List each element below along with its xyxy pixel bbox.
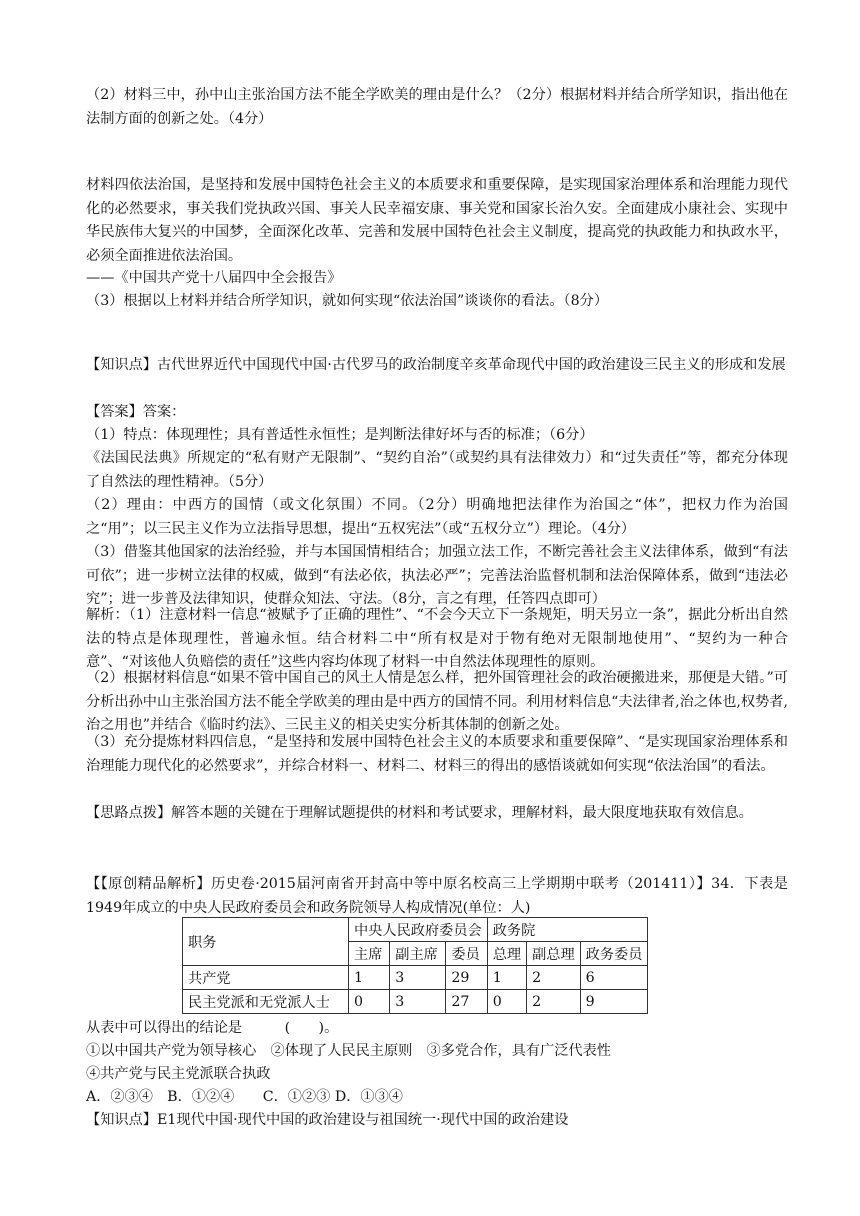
table-cell: 2 <box>527 990 581 1014</box>
answer-2: （2）理由：中西方的国情（或文化氛围）不同。（2分）明确地把法律作为治国之“体”，把权力作为治国之“用”；以三民主义作为立法指导思想，提出“五权宪法”（或“五权分立”）理论。（4分） <box>86 497 788 537</box>
subheader: 政务委员 <box>580 942 648 966</box>
answer-3: （3）借鉴其他国家的法治经验，并与本国国情相结合；加强立法工作，不断完善社会主义法律体系，做到“有法可依”；进一步树立法律的权威，做到“有法必依，执法必严”；完善法治监督机制和法治保障体系，做到“违法必究”；进一步普及法律知识，使群众知法、守法。（8分，言之有理，任答四点即可） <box>86 544 788 607</box>
table-cell: 0 <box>487 990 526 1014</box>
table-cell: 6 <box>580 966 648 990</box>
answer-1-detail: 《法国民法典》所规定的“私有财产无限制”、“契约自治”（或契约具有法律效力）和“过失责任”等，都充分体现了自然法的理性精神。（5分） <box>86 450 788 490</box>
explanation-3: （3）充分提炼材料四信息，“是坚持和发展中国特色社会主义的本质要求和重要保障”、“是实现国家治理体系和治理能力现代化的必然要求”，并综合材料一、材料二、材料三的得出的感悟谈就如何实现“依法治国”的看法。 <box>86 734 788 774</box>
material-4-source: ——《中国共产党十八届四中全会报告》 <box>86 270 342 286</box>
table-cell: 0 <box>349 990 390 1014</box>
table-cell: 9 <box>580 990 648 1014</box>
subheader: 副总理 <box>527 942 581 966</box>
table-cell: 2 <box>527 966 581 990</box>
row-label: 共产党 <box>183 966 349 990</box>
group-header-committee: 中央人民政府委员会 <box>349 918 488 942</box>
knowledge-point-2: 【知识点】E1现代中国·现代中国的政治建设与祖国统一·现代中国的政治建设 <box>86 1112 569 1128</box>
table-cell: 1 <box>487 966 526 990</box>
explanation-1: 解析：（1）注意材料一信息“被赋予了正确的理性”、“不会今天立下一条规矩，明天另立一条”，据此分析出自然法的特点是体现理性，普遍永恒。结合材料二中“所有权是对于物有绝对无限制地使用”、“契约为一种合意”、“对该他人负赔偿的责任”这些内容均体现了材料一中自然法体现理性的原则。 <box>86 607 788 670</box>
question-3: （3）根据以上材料并结合所学知识，就如何实现“依法治国”谈谈你的看法。（8分） <box>86 293 609 309</box>
options-line-1: ①以中国共产党为领导核心 ②体现了人民民主原则 ③多党合作，具有广泛代表性 <box>86 1043 611 1059</box>
question-stem: 从表中可以得出的结论是 ( )。 <box>86 1020 339 1036</box>
table-cell: 3 <box>390 966 446 990</box>
table-cell: 27 <box>446 990 487 1014</box>
table-row <box>183 990 648 1014</box>
leadership-table <box>182 917 648 1014</box>
options-line-2: ④共产党与民主党派联合执政 <box>86 1066 271 1082</box>
thinking-tip: 【思路点拨】解答本题的关键在于理解试题提供的材料和考试要求，理解材料，最大限度地获取有效信息。 <box>86 805 753 821</box>
subheader: 副主席 <box>390 942 446 966</box>
answer-heading: 【答案】答案： <box>86 404 186 420</box>
table-cell: 3 <box>390 990 446 1014</box>
question-34: 【【原创精品解析】历史卷·2015届河南省开封高中等中原名校高三上学期期中联考（201411）】34．下表是1949年成立的中央人民政府委员会和政务院领导人构成情况(单位：人) <box>86 876 788 916</box>
answer-choices: A．②③④ B．①②④ C．①②③ D．①③④ <box>86 1089 403 1105</box>
table-cell: 29 <box>446 966 487 990</box>
row-label: 民主党派和无党派人士 <box>183 990 349 1014</box>
subheader: 主席 <box>349 942 390 966</box>
table-row <box>183 966 648 990</box>
question-2: （2）材料三中，孙中山主张治国方法不能全学欧美的理由是什么？（2分）根据材料并结合所学知识，指出他在法制方面的创新之处。（4分） <box>86 87 788 127</box>
material-4: 材料四依法治国，是坚持和发展中国特色社会主义的本质要求和重要保障，是实现国家治理体系和治理能力现代化的必然要求，事关我们党执政兴国、事关人民幸福安康、事关党和国家长治久安。全面建成小康社会、实现中华民族伟大复兴的中国梦，全面深化改革、完善和发展中国特色社会主义制度，提高党的执政能力和执政水平，必须全面推进依法治国。 <box>86 177 788 264</box>
answer-1: （1）特点：体现理性；具有普适性永恒性；是判断法律好坏与否的标准；（6分） <box>86 427 594 443</box>
table-cell: 1 <box>349 966 390 990</box>
col-position-header: 职务 <box>183 918 349 966</box>
explanation-2: （2）根据材料信息“如果不管中国自己的风土人情是怎么样，把外国管理社会的政治硬搬进来，那便是大错。”可分析出孙中山主张治国方法不能全学欧美的理由是中西方的国情不同。利用材料信息“夫法律者,治之体也,权势者,治之用也”并结合《临时约法》、三民主义的相关史实分析其体制的创新之处。 <box>86 670 788 733</box>
subheader: 委员 <box>446 942 487 966</box>
subheader: 总理 <box>487 942 526 966</box>
group-header-council: 政务院 <box>487 918 648 942</box>
knowledge-point: 【知识点】古代世界近代中国现代中国·古代罗马的政治制度辛亥革命现代中国的政治建设三民主义的形成和发展 <box>86 357 786 373</box>
